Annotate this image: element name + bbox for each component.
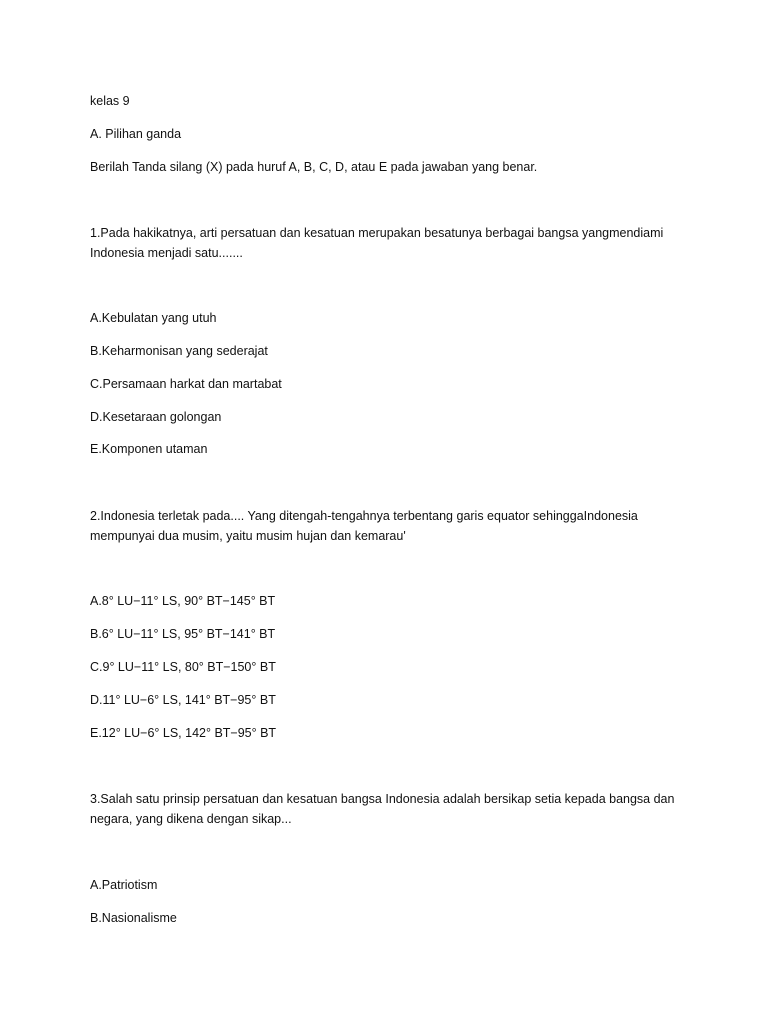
class-label: kelas 9 xyxy=(90,94,130,108)
question-1-option-a: A.Kebulatan yang utuh xyxy=(90,311,217,325)
question-1-text-line-2: Indonesia menjadi satu....... xyxy=(90,246,243,260)
question-3-text-line-2: negara, yang dikena dengan sikap... xyxy=(90,812,292,826)
question-2-option-c: C.9° LU−11° LS, 80° BT−150° BT xyxy=(90,660,276,674)
instruction-text: Berilah Tanda silang (X) pada huruf A, B, C, D, atau E pada jawaban yang benar. xyxy=(90,160,538,174)
question-3-text-line-1: 3.Salah satu prinsip persatuan dan kesatuan bangsa Indonesia adalah bersikap setia kepada bangsa dan xyxy=(90,792,675,806)
question-1-option-b: B.Keharmonisan yang sederajat xyxy=(90,344,268,358)
question-2-text-line-1: 2.Indonesia terletak pada.... Yang ditengah-tengahnya terbentang garis equator sehinggaIndonesia xyxy=(90,509,638,523)
section-title: A. Pilihan ganda xyxy=(90,127,182,141)
question-1-text-line-1: 1.Pada hakikatnya, arti persatuan dan kesatuan merupakan besatunya berbagai bangsa yangmendiami xyxy=(90,226,664,240)
question-3-option-b: B.Nasionalisme xyxy=(90,911,177,925)
question-1-option-c: C.Persamaan harkat dan martabat xyxy=(90,377,282,391)
question-2-text-line-2: mempunyai dua musim, yaitu musim hujan dan kemarau' xyxy=(90,529,406,543)
question-1-option-e: E.Komponen utaman xyxy=(90,442,208,456)
question-2-option-b: B.6° LU−11° LS, 95° BT−141° BT xyxy=(90,627,276,641)
question-2-option-a: A.8° LU−11° LS, 90° BT−145° BT xyxy=(90,594,276,608)
question-2-option-e: E.12° LU−6° LS, 142° BT−95° BT xyxy=(90,726,277,740)
question-1-option-d: D.Kesetaraan golongan xyxy=(90,410,222,424)
question-2-option-d: D.11° LU−6° LS, 141° BT−95° BT xyxy=(90,693,276,707)
question-3-option-a: A.Patriotism xyxy=(90,878,158,892)
